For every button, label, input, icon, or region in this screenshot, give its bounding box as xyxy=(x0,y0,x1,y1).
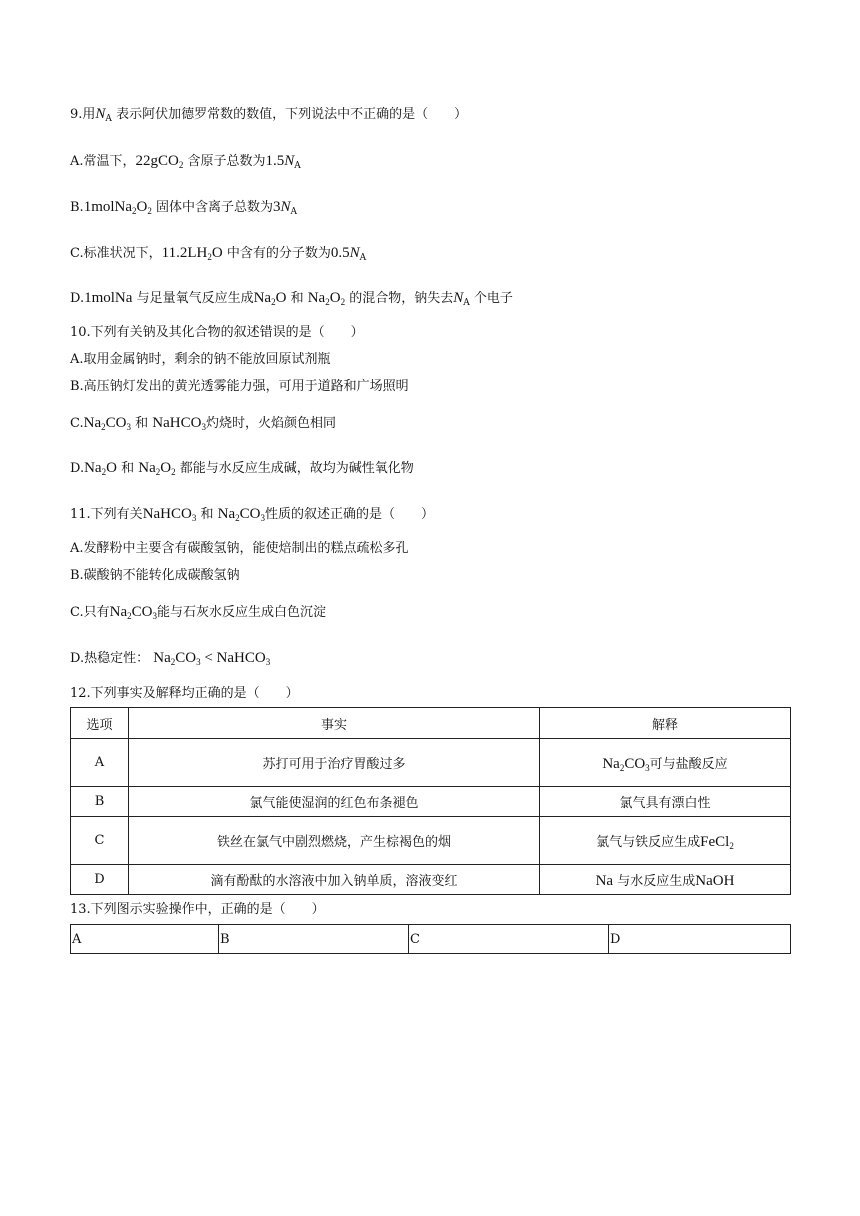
sodium: Na xyxy=(109,604,128,620)
q9-c-volume: 11.2LH xyxy=(161,245,208,261)
sodium: Na xyxy=(253,290,272,306)
oxygen: O xyxy=(136,199,148,215)
q9-c-value: 0.5 xyxy=(330,245,350,261)
carbonate: CO xyxy=(131,604,153,620)
subscript: 3 xyxy=(191,513,197,523)
less-than-sign: < xyxy=(200,650,217,666)
row-explanation-text: 可与盐酸反应 xyxy=(649,756,728,772)
bicarbonate: NaHCO xyxy=(142,506,192,522)
header-option: 选项 xyxy=(71,708,129,739)
na2o2-formula xyxy=(138,460,175,476)
na2o-formula xyxy=(84,460,117,476)
table-row xyxy=(71,817,791,865)
subscript: 3 xyxy=(201,422,206,432)
q11-option-a: A.发酵粉中主要含有碳酸氢钠，能使焙制出的糕点疏松多孔 xyxy=(70,541,409,556)
sodium: Na xyxy=(307,290,326,306)
subscript: 2 xyxy=(101,422,106,432)
q9-stem-text: 表示阿伏加德罗常数的数值，下列说法中不正确的是（ ） xyxy=(116,107,468,122)
subscript: 2 xyxy=(155,467,161,477)
q13-cell-a: A xyxy=(71,925,219,954)
na-constant-symbol: N xyxy=(95,106,106,122)
na2co3-formula xyxy=(84,415,131,431)
subscript: 3 xyxy=(260,513,265,523)
q12-table xyxy=(70,707,791,895)
q11-stem-and: 和 xyxy=(200,507,214,522)
q10-c-end: 灼烧时，火焰颜色相同 xyxy=(205,416,336,431)
oxygen: O xyxy=(211,245,223,261)
q11-c-end: 能与石灰水反应生成白色沉淀 xyxy=(156,605,326,620)
na-constant-symbol: N xyxy=(349,245,360,261)
na2co3-formula xyxy=(153,650,200,666)
oxygen: O xyxy=(160,460,172,476)
na-constant-subscript: A xyxy=(359,253,367,263)
q9-c-text: 中含有的分子数为 xyxy=(226,246,331,261)
subscript: 2 xyxy=(101,467,107,477)
oxygen: O xyxy=(329,290,341,306)
table-row xyxy=(71,787,791,817)
subscript: 3 xyxy=(265,657,271,667)
row-explanation xyxy=(540,739,791,787)
q10-d-and: 和 xyxy=(121,461,135,476)
na2co3-formula xyxy=(110,604,157,620)
na-constant-symbol: N xyxy=(280,199,291,215)
q10-option-a: A.取用金属钠时，剩余的钠不能放回原试剂瓶 xyxy=(70,352,331,367)
subscript: 3 xyxy=(196,657,201,667)
q13-table xyxy=(70,924,791,954)
q9-b-mol: 1molNa xyxy=(83,199,133,215)
na-constant-subscript: A xyxy=(294,161,301,171)
subscript: 2 xyxy=(132,206,137,216)
sodium: Na xyxy=(83,415,102,431)
q10-option-d xyxy=(70,459,414,478)
subscript: 2 xyxy=(147,206,152,216)
q9-stem-prefix: 9.用 xyxy=(70,107,96,122)
q9-d-mol: 1molNa xyxy=(84,290,133,306)
row-explanation xyxy=(540,817,791,865)
subscript: 2 xyxy=(178,160,184,170)
q11-option-d xyxy=(70,649,270,668)
q9-d-text2: 和 xyxy=(290,291,304,306)
subscript: 2 xyxy=(325,297,330,307)
header-fact: 事实 xyxy=(129,708,540,739)
row-fact: 滴有酚酞的水溶液中加入钠单质，溶液变红 xyxy=(129,865,540,895)
carbonate: CO xyxy=(239,506,261,522)
sodium: Na xyxy=(138,460,156,476)
q13-stem: 13.下列图示实验操作中，正确的是（ ） xyxy=(70,902,325,917)
nahco3-formula xyxy=(143,506,197,522)
q9-d-label: D. xyxy=(70,291,85,306)
nahco3-formula xyxy=(152,415,206,431)
q10-c-and: 和 xyxy=(135,416,149,431)
sodium: Na xyxy=(595,872,614,889)
q11-stem xyxy=(70,505,434,524)
q9-stem xyxy=(70,105,467,124)
bicarbonate: NaHCO xyxy=(216,650,266,666)
subscript: 2 xyxy=(127,611,132,621)
sodium: Na xyxy=(602,755,620,772)
q11-stem-text: 性质的叙述正确的是（ ） xyxy=(265,507,435,522)
carbonate: CO xyxy=(624,755,646,772)
na2co3-formula xyxy=(602,756,649,772)
subscript: 2 xyxy=(729,840,734,851)
na-constant-subscript: A xyxy=(290,207,298,217)
q9-a-label: A.常温下， xyxy=(70,154,136,169)
carbonate: CO xyxy=(105,415,127,431)
carbonate: CO xyxy=(175,650,197,666)
na2co3-formula xyxy=(218,506,265,522)
q9-d-end: 个电子 xyxy=(473,291,513,306)
subscript: 3 xyxy=(152,611,157,621)
row-fact: 氯气能使湿润的红色布条褪色 xyxy=(129,787,540,817)
row-option: A xyxy=(71,739,129,787)
q12-stem: 12.下列事实及解释均正确的是（ ） xyxy=(70,686,299,701)
q9-c-label: C.标准状况下， xyxy=(70,246,162,261)
subscript: 2 xyxy=(207,252,212,262)
subscript: 2 xyxy=(235,513,240,523)
row-explanation xyxy=(540,865,791,895)
q9-d-text1: 与足量氧气反应生成 xyxy=(136,291,254,306)
table-header-row xyxy=(71,708,791,739)
q9-option-c xyxy=(70,244,366,263)
q9-a-text: 含原子总数为 xyxy=(187,154,266,169)
bicarbonate: NaHCO xyxy=(152,415,202,431)
subscript: 3 xyxy=(645,762,650,773)
na-constant-subscript: A xyxy=(463,298,470,308)
subscript: 2 xyxy=(171,467,176,477)
q11-option-b: B.碳酸钠不能转化成碳酸氢钠 xyxy=(70,568,240,583)
header-explanation: 解释 xyxy=(540,708,791,739)
q9-c-formula xyxy=(162,245,223,261)
table-row xyxy=(71,865,791,895)
q11-d-label: D.热稳定性： xyxy=(70,651,150,666)
q13-cell-c: C xyxy=(409,925,609,954)
subscript: 2 xyxy=(170,657,176,667)
na2o-formula xyxy=(254,290,287,306)
q9-option-d xyxy=(70,289,513,308)
q9-d-text3: 的混合物，钠失去 xyxy=(349,291,454,306)
table-row xyxy=(71,739,791,787)
q13-cell-d: D xyxy=(609,925,791,954)
q10-option-b: B.高压钠灯发出的黄光透雾能力强，可用于道路和广场照明 xyxy=(70,379,409,394)
ferrous-chloride: FeCl xyxy=(700,833,730,850)
q11-stem-prefix: 11.下列有关 xyxy=(70,507,143,522)
sodium: Na xyxy=(153,650,171,666)
fecl2-formula xyxy=(700,834,734,850)
row-option: D xyxy=(71,865,129,895)
oxygen: O xyxy=(275,290,287,306)
oxygen: O xyxy=(106,460,117,476)
q11-c-label: C.只有 xyxy=(70,605,110,620)
row-explanation: 氯气具有漂白性 xyxy=(540,787,791,817)
na-constant-subscript: A xyxy=(105,114,112,124)
q9-b-label: B. xyxy=(70,200,84,215)
q10-d-end: 都能与水反应生成碱，故均为碱性氧化物 xyxy=(179,461,414,476)
sodium: Na xyxy=(217,506,236,522)
subscript: 2 xyxy=(271,297,276,307)
sodium: Na xyxy=(84,460,102,476)
subscript: 3 xyxy=(126,422,131,432)
row-option: B xyxy=(71,787,129,817)
q9-b-formula xyxy=(84,199,152,215)
row-fact: 苏打可用于治疗胃酸过多 xyxy=(129,739,540,787)
q9-b-text: 固体中含离子总数为 xyxy=(156,200,274,215)
row-option: C xyxy=(71,817,129,865)
q10-option-c xyxy=(70,414,336,433)
q10-d-label: D. xyxy=(70,461,85,476)
q9-b-value: 3 xyxy=(273,199,281,215)
na2o2-formula xyxy=(308,290,345,306)
subscript: 2 xyxy=(619,762,625,773)
nahco3-formula xyxy=(217,650,271,666)
q9-option-b xyxy=(70,198,297,217)
subscript: 2 xyxy=(340,297,346,307)
table-row xyxy=(71,925,791,954)
q10-c-label: C. xyxy=(70,416,84,431)
q13-cell-b: B xyxy=(219,925,409,954)
naoh-formula: NaOH xyxy=(695,872,735,889)
q9-a-mass: 22gCO xyxy=(135,153,179,169)
q10-stem: 10.下列有关钠及其化合物的叙述错误的是（ ） xyxy=(70,325,364,340)
q9-a-formula xyxy=(136,153,184,169)
q9-option-a xyxy=(70,152,301,171)
row-explanation-text: 与水反应生成 xyxy=(617,873,696,889)
row-explanation-text: 氯气与铁反应生成 xyxy=(596,834,701,850)
na-constant-symbol: N xyxy=(453,290,464,306)
na-constant-symbol: N xyxy=(284,153,295,169)
row-fact: 铁丝在氯气中剧烈燃烧，产生棕褐色的烟 xyxy=(129,817,540,865)
q9-a-value: 1.5 xyxy=(265,153,285,169)
q11-option-c xyxy=(70,603,326,622)
